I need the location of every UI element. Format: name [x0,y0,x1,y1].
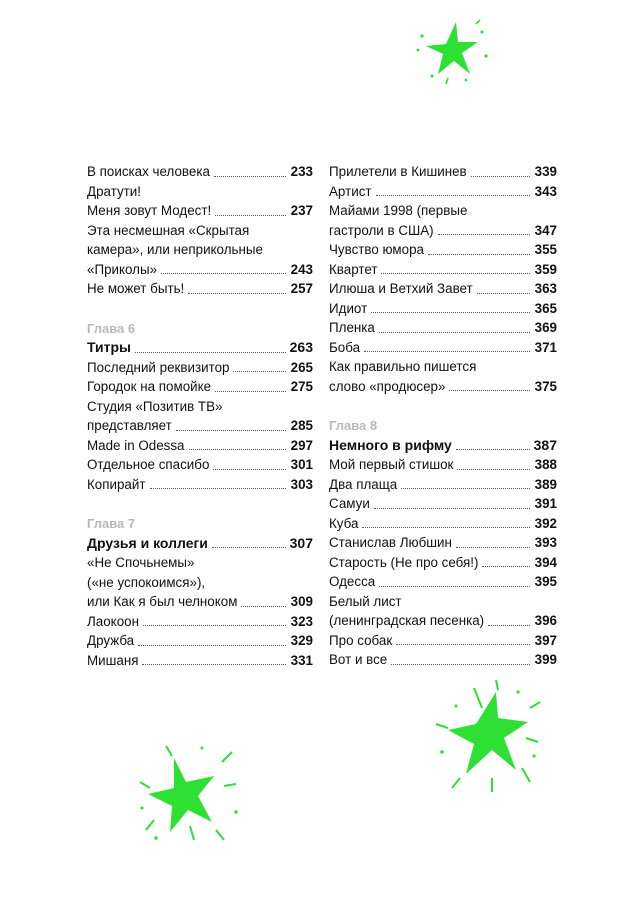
dot-leader [188,293,286,294]
toc-entry[interactable] [87,377,313,397]
toc-entry-title [329,338,533,358]
toc-entry-title [87,201,289,221]
dot-leader [456,547,530,548]
toc-entry-title-line: Эта несмешная «Скрытая [87,222,250,238]
toc-entry[interactable] [329,475,557,495]
page-number: 285 [290,418,313,433]
page-number: 387 [533,436,557,453]
toc-entry[interactable] [329,455,557,475]
page-number: 309 [290,594,313,609]
toc-entry-title-line: Друзья и коллеги [87,534,208,551]
page-number: 339 [534,164,557,179]
page-number: 263 [289,339,313,355]
page-number: 303 [290,476,313,492]
toc-entry-title-line: Как правильно пишется [329,359,477,374]
page-number: 365 [534,300,557,316]
toc-entry[interactable] [329,201,557,240]
toc-entry-title [329,260,533,280]
toc-entry-title-line: Куба [329,515,359,531]
toc-entry-title [87,553,289,612]
toc-entry-title [329,592,533,631]
toc-entry-title [329,318,533,338]
dot-leader [374,508,530,509]
toc-entry[interactable] [329,494,557,514]
dot-leader [161,273,286,274]
toc-entry-title-line: Самуи [329,496,370,511]
toc-entry-title-line: Made in Odessa [87,437,185,453]
toc-entry-title-line: Станислав Любшин [329,535,452,550]
toc-entry-title [329,436,533,456]
dot-leader [471,176,530,177]
toc-entry-title [329,182,533,202]
page-number: 375 [534,378,557,394]
toc-entry[interactable] [329,357,557,396]
toc-entry[interactable] [329,279,557,299]
toc-entry[interactable] [329,650,557,670]
toc-entry-title-line: Дратути! [87,183,141,199]
page-number: 371 [534,339,557,355]
toc-entry[interactable] [329,318,557,338]
page-number: 397 [534,632,557,648]
toc-entry-title-line: Белый лист [329,593,402,609]
toc-entry[interactable] [329,553,557,573]
toc-entry-title-line: Мой первый стишок [329,457,454,472]
toc-entry-title-line: «Не Спочьнемы» [87,555,195,570]
toc-entry-title-line: Майами 1998 (первые [329,203,468,218]
dot-leader [215,391,286,392]
page-number: 391 [534,496,557,511]
page-number: 347 [534,222,557,238]
toc-entry-title-line: («не успокоимся»), [87,574,206,590]
dot-leader [391,664,530,665]
toc-entry-title [87,475,289,495]
toc-section-heading[interactable] [87,338,313,358]
dot-leader [482,566,530,567]
toc-entry[interactable] [329,240,557,260]
dot-leader [241,606,286,607]
toc-entry[interactable] [329,592,557,631]
toc-entry[interactable] [87,358,313,378]
page-number: 388 [534,457,557,472]
toc-entry-title-line: Квартет [329,261,378,277]
toc-entry-title [87,534,289,554]
toc-entry-title-line: Мишаня [87,652,139,668]
toc-entry-title [87,397,289,436]
dot-leader [138,645,286,646]
toc-entry-title-line: Два плаща [329,476,398,492]
page-number: 233 [290,164,313,179]
toc-entry-title [87,436,289,456]
toc-entry[interactable] [87,553,313,612]
toc-entry-title-line: Меня зовут Модест! [87,203,212,218]
page-number: 399 [534,652,557,667]
toc-entry-title [87,651,289,671]
toc-entry[interactable] [87,612,313,632]
toc-entry-title [87,162,289,182]
page-number: 265 [290,359,313,375]
page-number: 343 [534,183,557,199]
toc-entry[interactable] [87,397,313,436]
star-shape [417,20,488,84]
dot-leader [379,332,530,333]
toc-entry-title-line: гастроли в США) [329,222,434,238]
toc-entry-title-line: Артист [329,183,372,199]
toc-entry[interactable] [87,455,313,475]
dot-leader [381,273,530,274]
toc-entry-title-line: «Приколы» [87,261,158,277]
toc-entry-title-line: Одесса [329,574,376,589]
toc-entry[interactable] [87,221,313,280]
page-number: 393 [534,535,557,550]
dot-leader [213,469,286,470]
toc-entry[interactable] [329,260,557,280]
toc-entry-title [329,279,533,299]
toc-entry-title [87,455,289,475]
toc-entry-title-line: Городок на помойке [87,379,212,394]
toc-left-column [87,162,313,670]
dot-leader [371,312,530,313]
toc-entry-title [329,514,533,534]
toc-entry-title [329,201,533,240]
toc-entry-title-line: Старость (Не про себя!) [329,554,479,570]
toc-entry-title [87,377,289,397]
dot-leader [214,176,286,177]
toc-entry[interactable] [329,572,557,592]
toc-entry-title [87,612,289,632]
toc-entry-title-line: Последний реквизитор [87,359,230,375]
dot-leader [477,293,530,294]
toc-entry-title-line: Студия «Позитив ТВ» [87,398,223,414]
toc-entry-title-line: или Как я был челноком [87,594,238,609]
toc-entry-title-line: Отдельное спасибо [87,457,210,472]
toc-entry-title [329,494,533,514]
page-number: 307 [289,534,313,551]
page-number: 369 [534,320,557,335]
dot-leader [376,195,530,196]
page-number: 243 [290,261,313,277]
toc-entry[interactable] [329,182,557,202]
dot-leader [362,527,530,528]
page-number: 359 [534,261,557,277]
dot-leader [233,371,286,372]
toc-entry[interactable] [329,162,557,182]
star-bottom-right-icon [422,678,546,798]
dot-leader [215,215,286,216]
toc-entry[interactable] [87,162,313,182]
toc-section-heading[interactable] [329,436,557,456]
toc-entry-title [87,279,289,299]
dot-leader [401,488,530,489]
chapter-label: Глава 6 [87,320,136,336]
toc-entry-title-line: Про собак [329,632,393,648]
toc-right-column [329,162,557,670]
toc-entry-title [329,240,533,260]
toc-entry-title [329,357,533,396]
page-number: 275 [290,379,313,394]
toc-entry-title-line: Копирайт [87,476,146,492]
dot-leader [135,352,286,353]
toc-entry-title [329,533,533,553]
toc-entry-title-line: Идиот [329,300,368,316]
dot-leader [457,469,530,470]
chapter-label: Глава 7 [87,516,136,531]
toc-entry-title-line: Прилетели в Кишинев [329,164,467,179]
dot-leader [143,625,286,626]
toc-entry[interactable] [87,651,313,671]
toc-entry-title [87,358,289,378]
toc-entry-title [329,475,533,495]
toc-entry[interactable] [329,631,557,651]
dot-leader [150,488,287,489]
toc-entry-title [87,631,289,651]
page-number: 331 [290,652,313,668]
toc-entry-title-line: Боба [329,339,361,355]
dot-leader [438,234,530,235]
page-number: 395 [534,574,557,589]
toc-entry[interactable] [87,475,313,495]
toc-entry-title-line: представляет [87,418,172,433]
toc-entry-title-line: камера», или неприкольные [87,242,263,257]
dot-leader [456,449,530,450]
toc-entry[interactable] [87,631,313,651]
dot-leader [142,664,286,665]
toc-entry-title [329,299,533,319]
toc-entry-title-line: Лаокоон [87,613,139,629]
chapter-label: Глава 8 [329,418,378,433]
page-number: 392 [534,515,557,531]
dot-leader [379,586,530,587]
star-top-right-icon [408,16,492,86]
dot-leader [176,430,286,431]
page-number: 323 [290,613,313,629]
page-number: 355 [534,242,557,257]
dot-leader [428,254,530,255]
page-number: 363 [534,281,557,296]
dot-leader [364,351,530,352]
toc-entry-title-line: Дружба [87,633,135,648]
page-number: 329 [290,633,313,648]
toc-entry[interactable] [329,514,557,534]
page-number: 257 [290,281,313,296]
toc-entry-title-line: Не может быть! [87,281,185,296]
page-number: 297 [290,437,313,453]
toc-entry[interactable] [329,338,557,358]
dot-leader [189,449,286,450]
toc-entry-title [87,182,289,202]
dot-leader [449,390,530,391]
toc-entry-title [329,650,533,670]
toc-entry-title-line: (ленинградская песенка) [329,613,485,628]
toc-entry[interactable] [87,279,313,299]
dot-leader [488,625,530,626]
toc-entry-title [87,338,289,358]
toc-entry-title [87,221,289,280]
toc-entry[interactable] [87,436,313,456]
page-number: 301 [290,457,313,472]
toc-entry-title-line: Титры [87,339,131,355]
toc-entry-title-line: Вот и все [329,652,388,667]
toc-entry-title-line: В поисках человека [87,164,210,179]
toc-entry-title [329,162,533,182]
page-number: 389 [534,476,557,492]
toc-entry-title-line: Пленка [329,320,375,335]
toc-entry[interactable] [329,299,557,319]
toc-entry-title-line: Чувство юмора [329,242,424,257]
toc-entry-title [329,572,533,592]
toc-entry-title [329,553,533,573]
dot-leader [212,547,286,548]
page-number: 237 [290,203,313,218]
page-number: 396 [534,613,557,628]
toc-entry-title-line: Илюша и Ветхий Завет [329,281,473,296]
toc-entry-title [329,455,533,475]
dot-leader [396,644,530,645]
toc-entry-title [329,631,533,651]
toc-entry-title-line: Немного в рифму [329,436,452,453]
star-bottom-left-icon [136,742,246,846]
page-number: 394 [534,554,557,570]
toc-entry-title-line: слово «продюсер» [329,378,446,394]
toc-entry[interactable] [87,182,313,202]
toc-entry[interactable] [329,533,557,553]
toc-entry[interactable] [87,201,313,221]
toc-section-heading[interactable] [87,534,313,554]
